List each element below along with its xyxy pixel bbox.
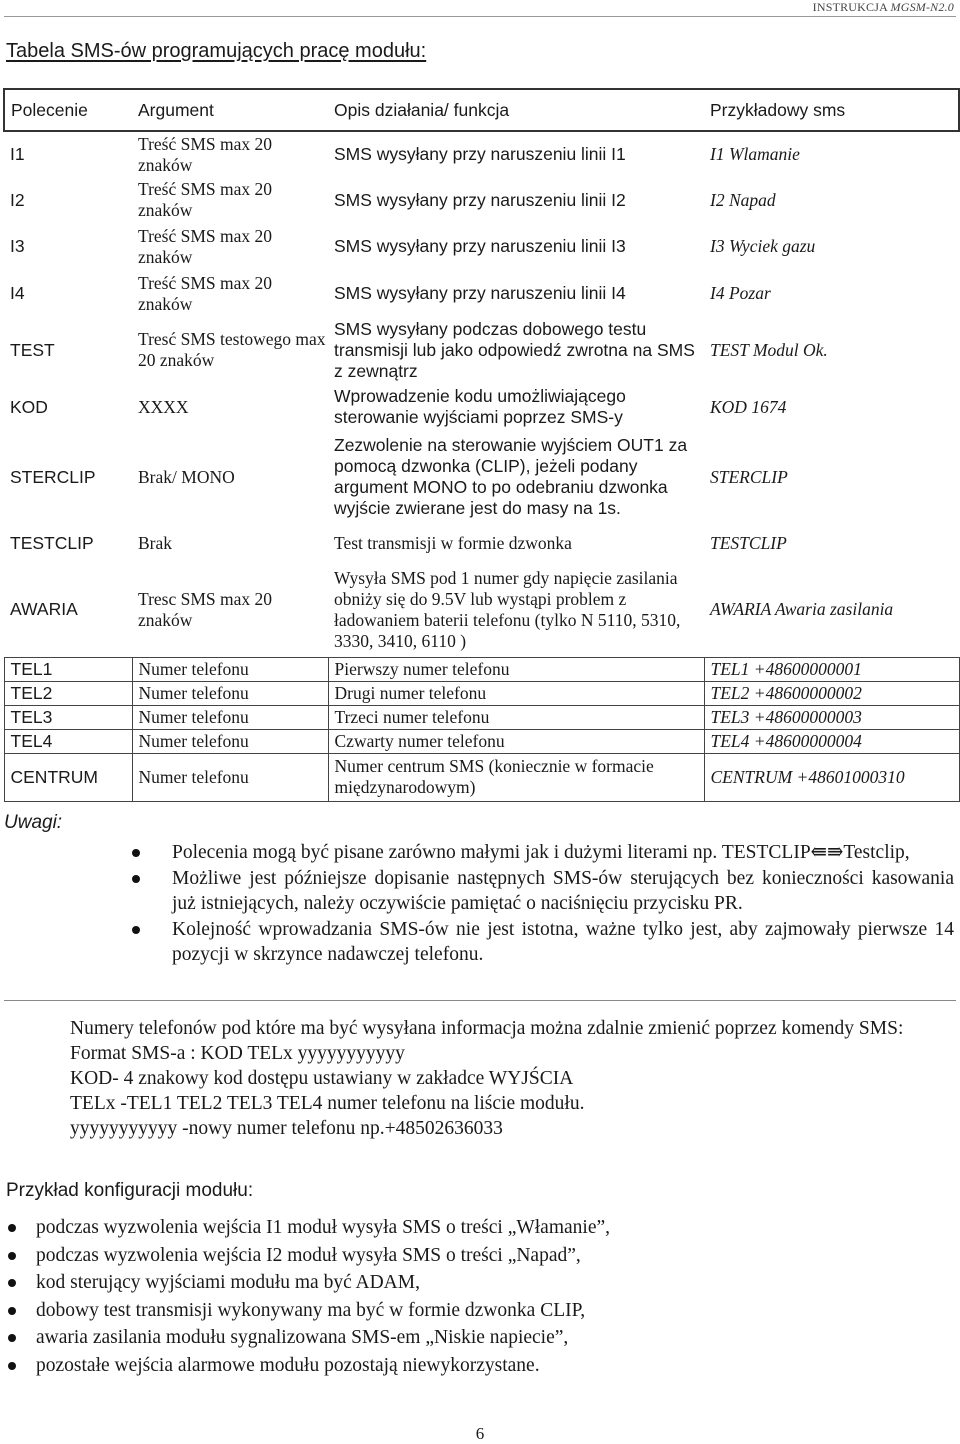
page-title: Tabela SMS-ów programujących pracę modułu: [6, 40, 427, 62]
bullet-icon [132, 849, 140, 857]
description-cell: SMS wysyłany podczas dobowego testu transmisji lub jako odpowiedź zwrotna na SMS z zewnątrz [334, 318, 695, 381]
argument-cell: Treść SMS max 20 znaków [138, 225, 273, 267]
argument-cell: Treść SMS max 20 znaków [138, 179, 273, 220]
description-cell: Pierwszy numer telefonu [328, 657, 704, 681]
note-text: Kolejność wprowadzania SMS-ów nie jest istotna, ważne tylko jest, aby zajmowały pierwsze 14 pozycji w skrzynce nadawczej telefonu. [172, 919, 954, 965]
argument-cell: Numer telefonu [132, 705, 328, 729]
bullet-icon [8, 1252, 16, 1260]
note-text: Polecenia mogą być pisane zarówno małymi jak i dużymi literami np. TESTCLIP⇚⇛Testclip, [172, 842, 910, 863]
list-item [6, 1269, 954, 1297]
sms-commands-table [3, 88, 960, 802]
bullet-icon [8, 1279, 16, 1287]
example-config-list [6, 1214, 954, 1379]
table-row [4, 523, 959, 563]
config-text: dobowy test transmisji wykonywany ma być w formie dzwonka CLIP, [36, 1299, 586, 1321]
command-cell: AWARIA [10, 599, 78, 620]
description-cell: SMS wysyłany przy naruszeniu linii I2 [334, 189, 626, 210]
command-cell: I1 [10, 144, 25, 164]
notes-label: Uwagi: [4, 812, 63, 833]
table-row [4, 223, 959, 270]
example-cell: I3 Wyciek gazu [710, 236, 816, 256]
argument-cell: Treść SMS max 20 znaków [138, 133, 273, 175]
example-cell: TEL2 +48600000002 [704, 681, 959, 705]
table-row [4, 681, 959, 705]
command-cell: TEL1 [4, 657, 132, 681]
config-text: podczas wyzwolenia wejścia I1 moduł wysyła SMS o treści „Włamanie”, [36, 1217, 611, 1238]
example-cell: CENTRUM +48601000310 [704, 753, 959, 801]
example-cell: AWARIA Awaria zasilania [710, 599, 894, 620]
example-cell: I4 Pozar [710, 283, 771, 303]
list-item [6, 1324, 954, 1352]
command-cell: I2 [10, 189, 25, 210]
note-text: Możliwe jest późniejsze dopisanie następnych SMS-ów sterujących bez konieczności kasowania już istniejących, należy oczywiście pamiętać o naciśnięciu przycisku PR. [172, 868, 954, 914]
command-cell: KOD [10, 396, 48, 417]
table-row [4, 705, 959, 729]
argument-cell: Treść SMS max 20 znaków [138, 272, 273, 314]
bullet-icon [8, 1334, 16, 1342]
example-cell: I2 Napad [710, 189, 776, 210]
argument-cell: Tresć SMS testowego max 20 znaków [138, 329, 326, 370]
argument-cell: Tresc SMS max 20 znaków [138, 588, 273, 630]
paragraph-line: yyyyyyyyyyy -nowy numer telefonu np.+48502636033 [70, 1118, 503, 1139]
list-item [128, 840, 954, 865]
example-config-title: Przykład konfiguracji modułu: [6, 1180, 254, 1201]
bullet-icon [8, 1224, 16, 1232]
list-item [6, 1297, 954, 1325]
argument-cell: Brak/ MONO [138, 466, 235, 487]
command-cell: I3 [10, 236, 25, 256]
config-text: awaria zasilania modułu sygnalizowana SMS-em „Niskie napiecie”, [36, 1327, 569, 1348]
config-text: pozostałe wejścia alarmowe modułu pozostają niewykorzystane. [36, 1354, 540, 1376]
argument-cell: Numer telefonu [132, 729, 328, 753]
example-cell: TEL3 +48600000003 [704, 705, 959, 729]
table-row [4, 177, 959, 223]
phone-change-paragraph [6, 1016, 954, 1141]
header-cell-command: Polecenie [4, 89, 132, 131]
example-cell: TEL1 +48600000001 [704, 657, 959, 681]
config-text: kod sterujący wyjściami modułu ma być ADAM, [36, 1272, 420, 1293]
command-cell: STERCLIP [10, 466, 96, 487]
bullet-icon [132, 926, 140, 934]
argument-cell: Numer telefonu [132, 657, 328, 681]
command-cell: I4 [10, 283, 25, 303]
notes-list [128, 840, 954, 968]
example-cell: STERCLIP [710, 466, 788, 487]
description-cell: Trzeci numer telefonu [328, 705, 704, 729]
description-cell: SMS wysyłany przy naruszeniu linii I3 [334, 236, 626, 256]
list-item [6, 1352, 954, 1380]
running-header [813, 0, 954, 15]
header-cell-description: Opis działania/ funkcja [328, 89, 704, 131]
description-cell: Czwarty numer telefonu [328, 729, 704, 753]
argument-cell: XXXX [138, 396, 189, 417]
description-cell: Wprowadzenie kodu umożliwiającego sterowanie wyjściami poprzez SMS-y [334, 386, 626, 427]
command-cell: TEL4 [4, 729, 132, 753]
paragraph-line: TELx -TEL1 TEL2 TEL3 TEL4 numer telefonu na liście modułu. [70, 1093, 585, 1114]
command-cell: TEL2 [4, 681, 132, 705]
example-cell: TESTCLIP [710, 532, 787, 553]
header-model: MGSM-N2.0 [890, 0, 954, 14]
header-rule [4, 16, 956, 17]
example-cell: KOD 1674 [710, 396, 787, 417]
command-cell: CENTRUM [4, 753, 132, 801]
table-row [4, 753, 959, 801]
command-cell: TESTCLIP [10, 532, 94, 553]
description-cell: SMS wysyłany przy naruszeniu linii I1 [334, 144, 626, 164]
description-cell: Test transmisji w formie dzwonka [334, 532, 572, 553]
argument-cell: Brak [138, 532, 173, 553]
example-cell: TEST Modul Ok. [710, 339, 828, 360]
paragraph-intro: Numery telefonów pod które ma być wysyłana informacja można zdalnie zmienić poprzez komendy SMS: [70, 1018, 904, 1039]
table-header-row [4, 89, 959, 131]
table-row [4, 131, 959, 177]
description-cell: Wysyła SMS pod 1 numer gdy napięcie zasilania obniży się do 9.5V lub wystąpi problem z ładowaniem baterii telefonu (tylko N 5110, 5310, 3330, 3410, 6110 ) [334, 567, 681, 651]
list-item [128, 866, 954, 916]
header-cell-example: Przykładowy sms [704, 89, 959, 131]
table-row [4, 657, 959, 681]
bullet-icon [132, 875, 140, 883]
paragraph-line: KOD- 4 znakowy kod dostępu ustawiany w zakładce WYJŚCIA [70, 1068, 574, 1089]
table-row [4, 270, 959, 317]
table-row [4, 563, 959, 657]
command-cell: TEL3 [4, 705, 132, 729]
table-row [4, 431, 959, 523]
list-item [6, 1214, 954, 1242]
paragraph-line: Format SMS-a : KOD TELx yyyyyyyyyyy [70, 1043, 405, 1064]
header-cell-argument: Argument [132, 89, 328, 131]
list-item [6, 1242, 954, 1270]
example-cell: I1 Wlamanie [710, 144, 800, 164]
table-row [4, 729, 959, 753]
config-text: podczas wyzwolenia wejścia I2 moduł wysyła SMS o treści „Napad”, [36, 1244, 581, 1266]
section-divider [4, 1000, 956, 1001]
page-number: 6 [475, 1424, 485, 1443]
description-cell: SMS wysyłany przy naruszeniu linii I4 [334, 283, 626, 303]
argument-cell: Numer telefonu [132, 681, 328, 705]
description-cell: Zezwolenie na sterowanie wyjściem OUT1 za pomocą dzwonka (CLIP), jeżeli podany argument MONO to po odebraniu dzwonka wyjście zwierane jest do masy na 1s. [334, 435, 688, 518]
header-prefix: INSTRUKCJA [812, 0, 891, 14]
description-cell: Drugi numer telefonu [328, 681, 704, 705]
table-row [4, 317, 959, 383]
table-row [4, 383, 959, 431]
argument-cell: Numer telefonu [132, 753, 328, 801]
description-cell: Numer centrum SMS (koniecznie w formacie międzynarodowym) [328, 753, 704, 801]
list-item [128, 917, 954, 967]
command-cell: TEST [10, 339, 55, 360]
bullet-icon [8, 1307, 16, 1315]
example-cell: TEL4 +48600000004 [704, 729, 959, 753]
bullet-icon [8, 1362, 16, 1370]
